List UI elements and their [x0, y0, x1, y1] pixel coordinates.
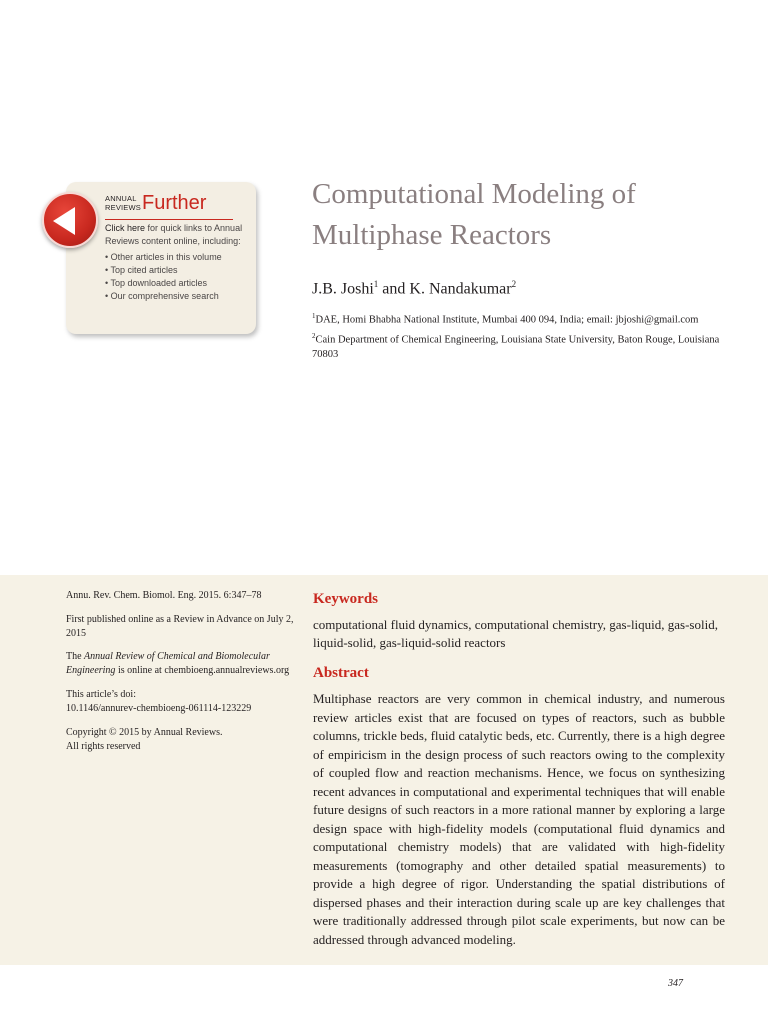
annual-reviews-logo	[105, 195, 141, 212]
first-published: First published online as a Review in Advance on July 2, 2015	[66, 614, 294, 639]
further-divider	[105, 219, 233, 220]
further-link-item[interactable]: • Top cited articles	[105, 265, 178, 275]
doi-value[interactable]: 10.1146/annurev-chembioeng-061114-123229	[66, 703, 252, 714]
rights-text: All rights reserved	[66, 741, 141, 752]
abstract-heading: Abstract	[313, 665, 369, 681]
author-2: K. Nandakumar	[409, 280, 512, 298]
further-arrow-icon[interactable]	[42, 192, 98, 248]
affil-2-text: Cain Department of Chemical Engineering, Louisiana State University, Baton Rouge, Louisiana 70803	[312, 334, 720, 360]
author-1: J.B. Joshi	[312, 280, 374, 298]
abstract-text: Multiphase reactors are very common in chemical industry, and numerous review articles exist that are focused on types of reactors, such as bubble columns, trickle beds, fluid catalytic beds, etc. Currently, there is a high degree of empiricism in the design process of such reactors owing to the complexity of coupled flow and reaction mechanisms. Hence, we focus on synthesizing recent advances in computational and experimental techniques that will enable future designs of such reactors in a more rational manner by exploring a large design space with high-fidelity models (computational fluid dynamics and computational chemistry models) that are validated with high-fidelity measurements (tomography and other detailed spatial measurements) to provide a high degree of rigor. Understanding the spatial distributions of dispersed phases and their interaction during scale up are key challenges that were traditionally addressed through pilot scale experiments, but now can be addressed through advanced modeling.	[313, 691, 725, 947]
journal-name: Annual Review of Chemical and Biomolecular Engineering	[66, 651, 270, 676]
journal-online-note	[66, 650, 302, 678]
copyright-block	[66, 726, 302, 754]
annual-label: ANNUAL	[105, 194, 137, 203]
reviews-label: REVIEWS	[105, 202, 141, 212]
doi-label: This article’s doi:	[66, 689, 136, 700]
further-description	[105, 222, 255, 303]
article-authors	[312, 279, 516, 298]
further-header	[105, 192, 245, 219]
further-link-item[interactable]: • Top downloaded articles	[105, 278, 208, 288]
author-conjunction: and	[378, 280, 410, 298]
further-link-item[interactable]: • Our comprehensive search	[105, 291, 219, 301]
affil-2-mark: 2	[312, 332, 316, 340]
citation: Annu. Rev. Chem. Biomol. Eng. 2015. 6:347–78	[66, 590, 262, 601]
keywords-heading: Keywords	[313, 591, 378, 607]
further-intro: for quick links to Annual Reviews content online, including:	[105, 223, 243, 246]
click-here-link[interactable]: Click here	[105, 223, 146, 233]
online-at[interactable]: is online at chembioeng.annualreviews.org	[115, 665, 290, 676]
further-label: Further	[142, 192, 207, 214]
copyright-text: Copyright © 2015 by Annual Reviews.	[66, 727, 223, 738]
author-2-affil-mark: 2	[511, 279, 517, 289]
affiliation-1	[312, 309, 732, 328]
affil-1-mark: 1	[312, 312, 316, 320]
affiliation-2	[312, 329, 732, 362]
doi-block	[66, 688, 302, 716]
page-number: 347	[668, 978, 683, 989]
article-title: Computational Modeling of Multiphase Reactors	[312, 178, 636, 251]
keywords-text: computational fluid dynamics, computational chemistry, gas-liquid, gas-solid, liquid-solid, gas-liquid-solid reactors	[313, 617, 718, 650]
further-link-item[interactable]: • Other articles in this volume	[105, 252, 222, 262]
author-1-affil-mark: 1	[373, 279, 379, 289]
further-links-list	[105, 251, 255, 303]
affil-1-text: DAE, Homi Bhabha National Institute, Mumbai 400 094, India; email: jbjoshi@gmail.com	[315, 314, 699, 326]
the-label: The	[66, 651, 85, 662]
